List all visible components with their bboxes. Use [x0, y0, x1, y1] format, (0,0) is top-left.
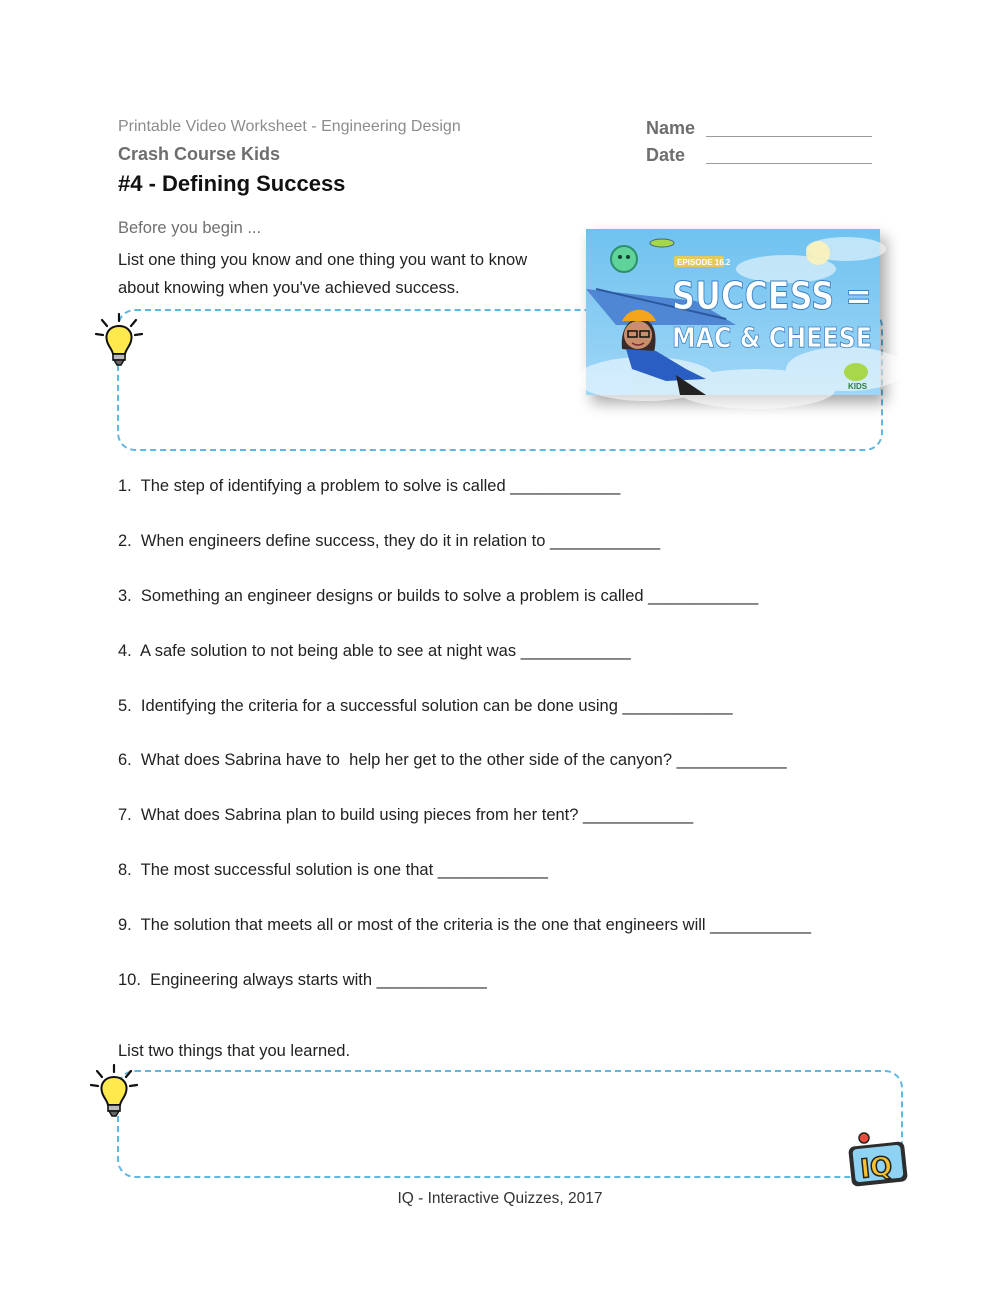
lightbulb-icon: [88, 1063, 140, 1121]
iq-logo: [846, 1130, 910, 1188]
name-field[interactable]: [706, 136, 872, 137]
thumbnail-title-line1: SUCCESS =: [672, 274, 872, 318]
answer-box-2[interactable]: [117, 1070, 903, 1178]
iq-logo-text: IQ: [858, 1151, 894, 1185]
learned-prompt: List two things that you learned.: [118, 1042, 351, 1060]
kids-badge: KIDS: [848, 382, 868, 391]
lightbulb-icon: [93, 312, 145, 370]
question-4: 4. A safe solution to not being able to see at night was ____________: [118, 642, 631, 660]
footer-credit: IQ - Interactive Quizzes, 2017: [397, 1190, 603, 1207]
video-thumbnail[interactable]: [586, 229, 880, 395]
name-label: Name: [646, 118, 696, 138]
before-you-begin: Before you begin ...: [118, 219, 262, 237]
date-field[interactable]: [706, 163, 872, 164]
question-8: 8. The most successful solution is one that ____________: [118, 861, 548, 879]
kids-logo-icon: [844, 363, 868, 381]
alien-character: [611, 246, 637, 272]
intro-instruction: List one thing you know and one thing you want to know about knowing when you've achieved success.: [118, 251, 528, 297]
thumbnail-title-line2: MAC & CHEESE: [672, 321, 872, 354]
question-2: 2. When engineers define success, they do it in relation to ____________: [118, 532, 661, 550]
question-10: 10. Engineering always starts with ____________: [118, 971, 487, 989]
episode-tag: EPISODE 16.2: [677, 258, 731, 267]
page-title: #4 - Defining Success: [118, 171, 346, 196]
question-6: 6. What does Sabrina have to help her get to the other side of the canyon? ____________: [118, 751, 787, 769]
course-name: Crash Course Kids: [118, 144, 281, 164]
worksheet-subtitle: Printable Video Worksheet - Engineering Design: [118, 118, 461, 135]
question-3: 3. Something an engineer designs or builds to solve a problem is called ____________: [118, 587, 759, 605]
question-7: 7. What does Sabrina plan to build using pieces from her tent? ____________: [118, 806, 694, 824]
question-9: 9. The solution that meets all or most of the criteria is the one that engineers will ___________: [118, 916, 812, 934]
question-1: 1. The step of identifying a problem to solve is called ____________: [118, 477, 621, 495]
question-5: 5. Identifying the criteria for a successful solution can be done using ____________: [118, 697, 733, 715]
date-label: Date: [646, 145, 686, 165]
